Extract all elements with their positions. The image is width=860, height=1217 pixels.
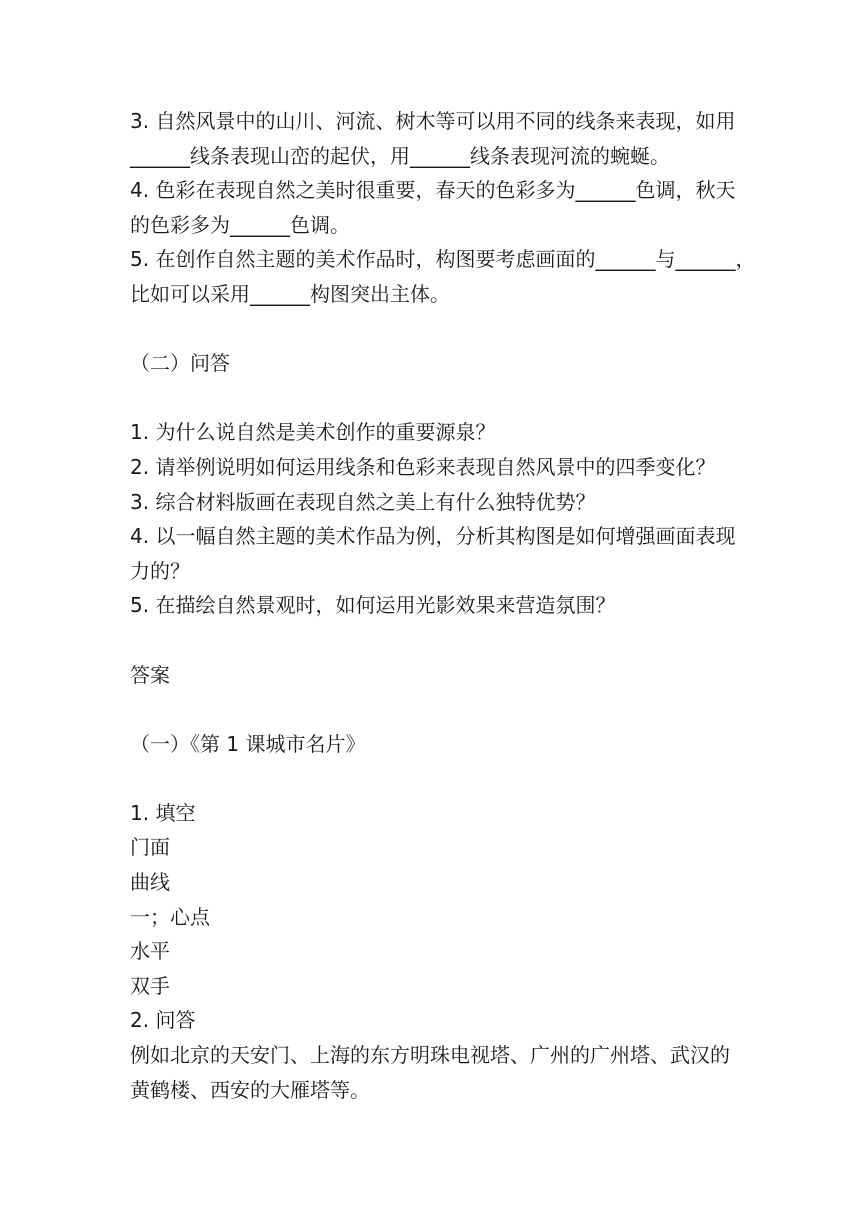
section-heading-qa: （二）问答 (130, 351, 230, 376)
answers-fill-list (130, 830, 740, 1003)
text-line: 黄鹤楼、西安的大雁塔等。 (130, 1077, 370, 1102)
spacer (130, 692, 740, 727)
qa-question-list (130, 415, 740, 623)
document-body (130, 104, 756, 1107)
spacer (130, 623, 740, 658)
qa-question: 3. 综合材料版画在表现自然之美上有什么独特优势？ (130, 489, 596, 514)
qa-question-continued: 力的？ (130, 558, 190, 583)
answers-heading: 答案 (130, 662, 170, 687)
fill-blank-question-5 (130, 242, 756, 311)
text-line: 4. 色彩在表现自然之美时很重要，春天的色彩多为______色调，秋天 (130, 178, 736, 203)
qa-question: 2. 请举例说明如何运用线条和色彩来表现自然风景中的四季变化？ (130, 454, 716, 479)
answers-qa-text (130, 1038, 740, 1107)
text-line: ______线条表现山峦的起伏，用______线条表现河流的蜿蜒。 (130, 143, 670, 168)
fill-blank-question-3 (130, 104, 740, 173)
text-line: 例如北京的天安门、上海的东方明珠电视塔、广州的广州塔、武汉的 (130, 1043, 730, 1068)
spacer (130, 312, 740, 347)
spacer (130, 381, 740, 416)
qa-question: 4. 以一幅自然主题的美术作品为例，分析其构图是如何增强画面表现 (130, 524, 736, 549)
text-line: 比如可以采用______构图突出主体。 (130, 281, 450, 306)
answer-item: 水平 (130, 939, 170, 964)
answer-item: 曲线 (130, 870, 170, 895)
answers-fill-heading: 1. 填空 (130, 800, 196, 825)
answer-item: 门面 (130, 835, 170, 860)
answers-lesson-heading: （一）《第 1 课城市名片》 (130, 731, 366, 756)
answer-item: 双手 (130, 973, 170, 998)
answer-item: 一；心点 (130, 904, 210, 929)
spacer (130, 761, 740, 796)
fill-blank-question-4 (130, 173, 740, 242)
text-line: 3. 自然风景中的山川、河流、树木等可以用不同的线条来表现，如用 (130, 109, 736, 133)
text-line: 5. 在创作自然主题的美术作品时，构图要考虑画面的______与______， (130, 247, 756, 272)
answers-qa-heading: 2. 问答 (130, 1008, 196, 1033)
qa-question: 1. 为什么说自然是美术创作的重要源泉？ (130, 420, 496, 445)
text-line: 的色彩多为______色调。 (130, 212, 350, 237)
qa-question: 5. 在描绘自然景观时，如何运用光影效果来营造氛围？ (130, 593, 616, 618)
